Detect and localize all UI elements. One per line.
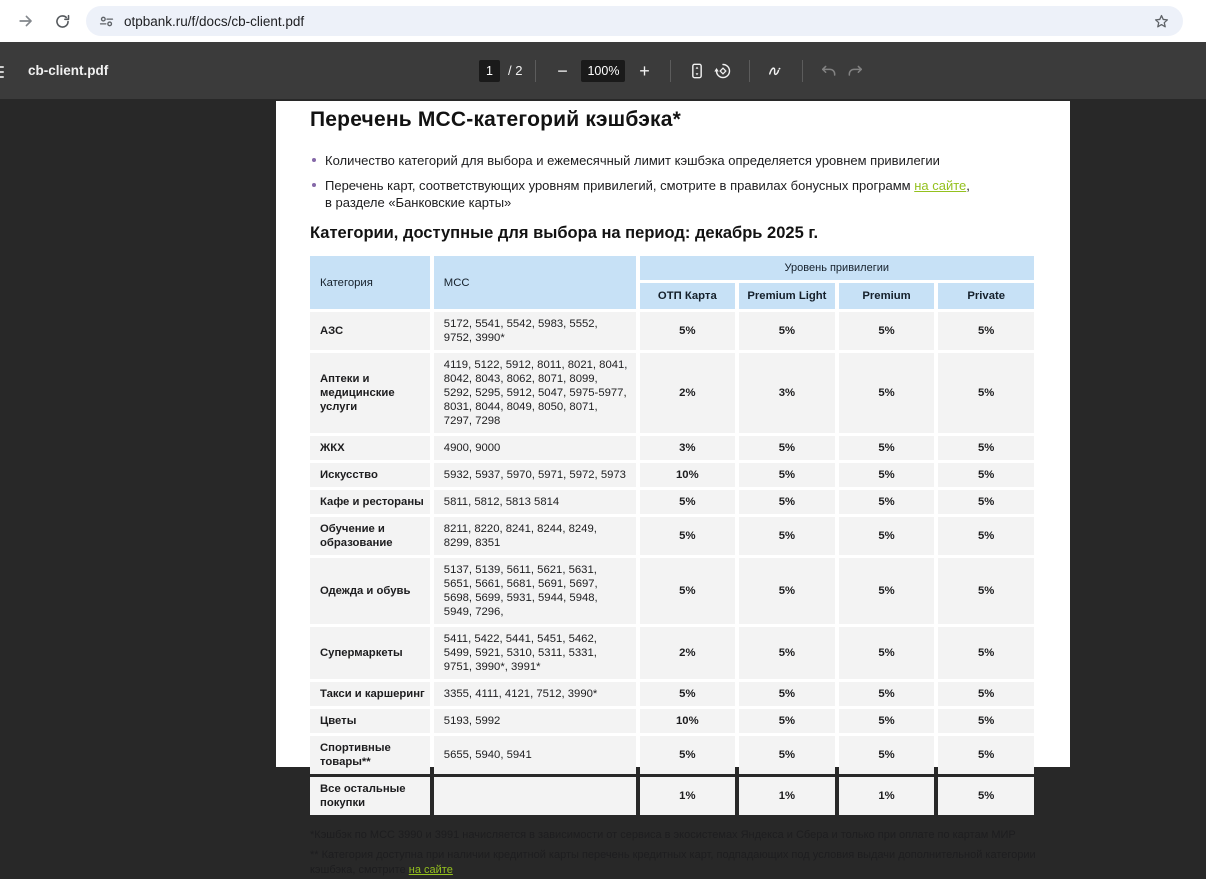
value-cell: 5% (938, 463, 1034, 487)
table-row (310, 517, 1034, 555)
value-cell: 10% (640, 709, 736, 733)
value-cell: 5% (739, 736, 835, 774)
column-header-privilege-group: Уровень привилегии (640, 256, 1034, 280)
zoom-in-button[interactable] (631, 58, 657, 84)
page-number-input[interactable] (479, 60, 500, 82)
table-row (310, 627, 1034, 679)
value-cell: 5% (640, 736, 736, 774)
value-cell: 5% (938, 490, 1034, 514)
value-cell: 1% (640, 777, 736, 815)
value-cell: 3% (640, 436, 736, 460)
value-cell: 5% (839, 490, 935, 514)
mcc-table-body (310, 312, 1034, 815)
value-cell: 5% (739, 517, 835, 555)
value-cell: 5% (739, 436, 835, 460)
bullet-icon (312, 183, 316, 187)
bullet-list (310, 152, 1038, 211)
value-cell: 5% (839, 736, 935, 774)
refresh-icon (53, 12, 72, 31)
annotate-button[interactable] (763, 58, 789, 84)
table-row (310, 777, 1034, 815)
table-row (310, 463, 1034, 487)
list-item (310, 152, 1038, 169)
footnote-1: *Кэшбэк по MCC 3990 и 3991 начисляется в зависимости от сервиса в экосистемах Яндекса и Сбера и только при оплате по картам МИР (310, 829, 1016, 841)
column-header-category: Категория (310, 256, 430, 309)
value-cell: 5% (839, 558, 935, 624)
category-cell: Аптеки и медицинские услуги (310, 353, 430, 433)
site-info-button[interactable] (94, 9, 118, 33)
value-cell: 5% (938, 517, 1034, 555)
value-cell: 5% (938, 682, 1034, 706)
undo-button[interactable] (816, 58, 842, 84)
bookmark-button[interactable] (1149, 9, 1173, 33)
forward-arrow-icon (16, 11, 36, 31)
value-cell: 5% (938, 709, 1034, 733)
site-link[interactable]: на сайте (408, 864, 453, 876)
value-cell: 5% (839, 709, 935, 733)
value-cell: 5% (640, 312, 736, 350)
table-header (310, 256, 1034, 309)
bullet-icon (312, 158, 316, 162)
value-cell: 5% (739, 312, 835, 350)
value-cell: 5% (739, 558, 835, 624)
pdf-filename: cb-client.pdf (28, 63, 109, 78)
value-cell: 5% (640, 558, 736, 624)
site-link[interactable]: на сайте (914, 178, 967, 193)
value-cell: 3% (739, 353, 835, 433)
footnote-2 (310, 848, 1038, 879)
zoom-in-icon: + (639, 60, 650, 81)
value-cell: 5% (640, 490, 736, 514)
column-header-level: ОТП Карта (640, 283, 736, 309)
browser-top-bar (0, 0, 1206, 42)
annotate-pen-icon (766, 61, 786, 81)
table-row (310, 736, 1034, 774)
value-cell: 5% (739, 627, 835, 679)
value-cell: 2% (640, 627, 736, 679)
redo-icon (845, 61, 865, 81)
fit-page-icon (687, 61, 707, 81)
category-cell: Кафе и рестораны (310, 490, 430, 514)
zoom-level-field[interactable]: 100% (581, 60, 625, 82)
table-row (310, 312, 1034, 350)
pdf-toolbar (0, 42, 1206, 99)
footnotes (310, 828, 1038, 879)
value-cell: 10% (640, 463, 736, 487)
value-cell: 5% (938, 312, 1034, 350)
category-cell: Одежда и обувь (310, 558, 430, 624)
bullet-text-pre: Перечень карт, соответствующих уровням привилегий, смотрите в правилах бонусных программ (325, 178, 915, 193)
table-row (310, 682, 1034, 706)
mcc-cell: 5655, 5940, 5941 (434, 736, 636, 774)
mcc-category-table (306, 253, 1038, 818)
mcc-cell: 5193, 5992 (434, 709, 636, 733)
toolbar-divider (670, 60, 671, 82)
zoom-out-button[interactable] (549, 58, 575, 84)
mcc-cell (434, 777, 636, 815)
category-cell: Супермаркеты (310, 627, 430, 679)
table-row (310, 436, 1034, 460)
toolbar-divider (802, 60, 803, 82)
list-item (310, 177, 1038, 211)
undo-icon (819, 61, 839, 81)
category-cell: Такси и каршеринг (310, 682, 430, 706)
table-row (310, 558, 1034, 624)
bullet-text-post: , (966, 178, 970, 193)
column-header-level: Private (938, 283, 1034, 309)
table-row (310, 709, 1034, 733)
category-cell: АЗС (310, 312, 430, 350)
value-cell: 5% (938, 777, 1034, 815)
site-settings-icon (97, 12, 116, 31)
category-cell: Искусство (310, 463, 430, 487)
value-cell: 5% (839, 312, 935, 350)
category-cell: Спортивные товары** (310, 736, 430, 774)
value-cell: 5% (739, 709, 835, 733)
value-cell: 5% (839, 517, 935, 555)
pdf-page (276, 101, 1070, 876)
bookmark-star-icon (1152, 12, 1171, 31)
category-cell: Обучение и образование (310, 517, 430, 555)
value-cell: 5% (640, 682, 736, 706)
mcc-cell: 4119, 5122, 5912, 8011, 8021, 8041, 8042, 8043, 8062, 8071, 8099, 5292, 5295, 5912, 5047, 5975-5977, 8031, 8044, 8049, 8050, 8071, 7297, 7298 (434, 353, 636, 433)
pdf-controls (479, 42, 868, 99)
redo-button[interactable] (842, 58, 868, 84)
category-cell: Все остальные покупки (310, 777, 430, 815)
fit-page-button[interactable] (684, 58, 710, 84)
rotate-button[interactable] (710, 58, 736, 84)
value-cell: 5% (839, 627, 935, 679)
url-text[interactable]: otpbank.ru/f/docs/cb-client.pdf (124, 13, 305, 29)
mcc-cell: 5411, 5422, 5441, 5451, 5462, 5499, 5921, 5310, 5311, 5331, 9751, 3990*, 3991* (434, 627, 636, 679)
bullet-text: Количество категорий для выбора и ежемесячный лимит кэшбэка определяется уровнем привилегии (325, 153, 940, 168)
page-total-label: / 2 (508, 63, 523, 78)
mcc-cell: 8211, 8220, 8241, 8244, 8249, 8299, 8351 (434, 517, 636, 555)
value-cell: 5% (739, 682, 835, 706)
table-row (310, 353, 1034, 433)
value-cell: 5% (839, 353, 935, 433)
value-cell: 5% (938, 353, 1034, 433)
value-cell: 5% (938, 558, 1034, 624)
table-row (310, 490, 1034, 514)
section-heading: Категории, доступные для выбора на период: декабрь 2025 г. (310, 224, 819, 242)
value-cell: 5% (739, 463, 835, 487)
value-cell: 5% (739, 490, 835, 514)
bullet-text (325, 177, 970, 211)
footnote-2-text: ** Категория доступна при наличии кредитной карты перечень кредитных карт, подпадающих под условия выдачи дополнительной категории кэшбэка, смотрите (310, 848, 1036, 876)
mcc-cell: 5172, 5541, 5542, 5983, 5552, 9752, 3990* (434, 312, 636, 350)
mcc-cell: 4900, 9000 (434, 436, 636, 460)
value-cell: 5% (839, 463, 935, 487)
mcc-cell: 5137, 5139, 5611, 5621, 5631, 5651, 5661, 5681, 5691, 5697, 5698, 5699, 5931, 5944, 5948, 5949, 7296, (434, 558, 636, 624)
menu-icon[interactable] (0, 63, 4, 81)
pdf-viewer-area[interactable] (0, 99, 1206, 876)
value-cell: 5% (938, 736, 1034, 774)
column-header-level: Premium (839, 283, 935, 309)
value-cell: 5% (938, 436, 1034, 460)
value-cell: 5% (839, 682, 935, 706)
mcc-cell: 5932, 5937, 5970, 5971, 5972, 5973 (434, 463, 636, 487)
document-title: Перечень MCC-категорий кэшбэка* (310, 108, 681, 131)
mcc-cell: 3355, 4111, 4121, 7512, 3990* (434, 682, 636, 706)
bullet-text-line2: в разделе «Банковские карты» (325, 195, 512, 210)
value-cell: 5% (938, 627, 1034, 679)
value-cell: 5% (839, 436, 935, 460)
category-cell: ЖКХ (310, 436, 430, 460)
value-cell: 2% (640, 353, 736, 433)
column-header-level: Premium Light (739, 283, 835, 309)
refresh-button[interactable] (50, 9, 74, 33)
forward-button[interactable] (14, 9, 38, 33)
rotate-icon (713, 61, 733, 81)
toolbar-divider (749, 60, 750, 82)
zoom-out-icon: − (557, 60, 568, 81)
value-cell: 1% (739, 777, 835, 815)
category-cell: Цветы (310, 709, 430, 733)
value-cell: 1% (839, 777, 935, 815)
column-header-mcc: MCC (434, 256, 636, 309)
mcc-cell: 5811, 5812, 5813 5814 (434, 490, 636, 514)
address-bar[interactable] (86, 6, 1183, 36)
toolbar-divider (535, 60, 536, 82)
value-cell: 5% (640, 517, 736, 555)
